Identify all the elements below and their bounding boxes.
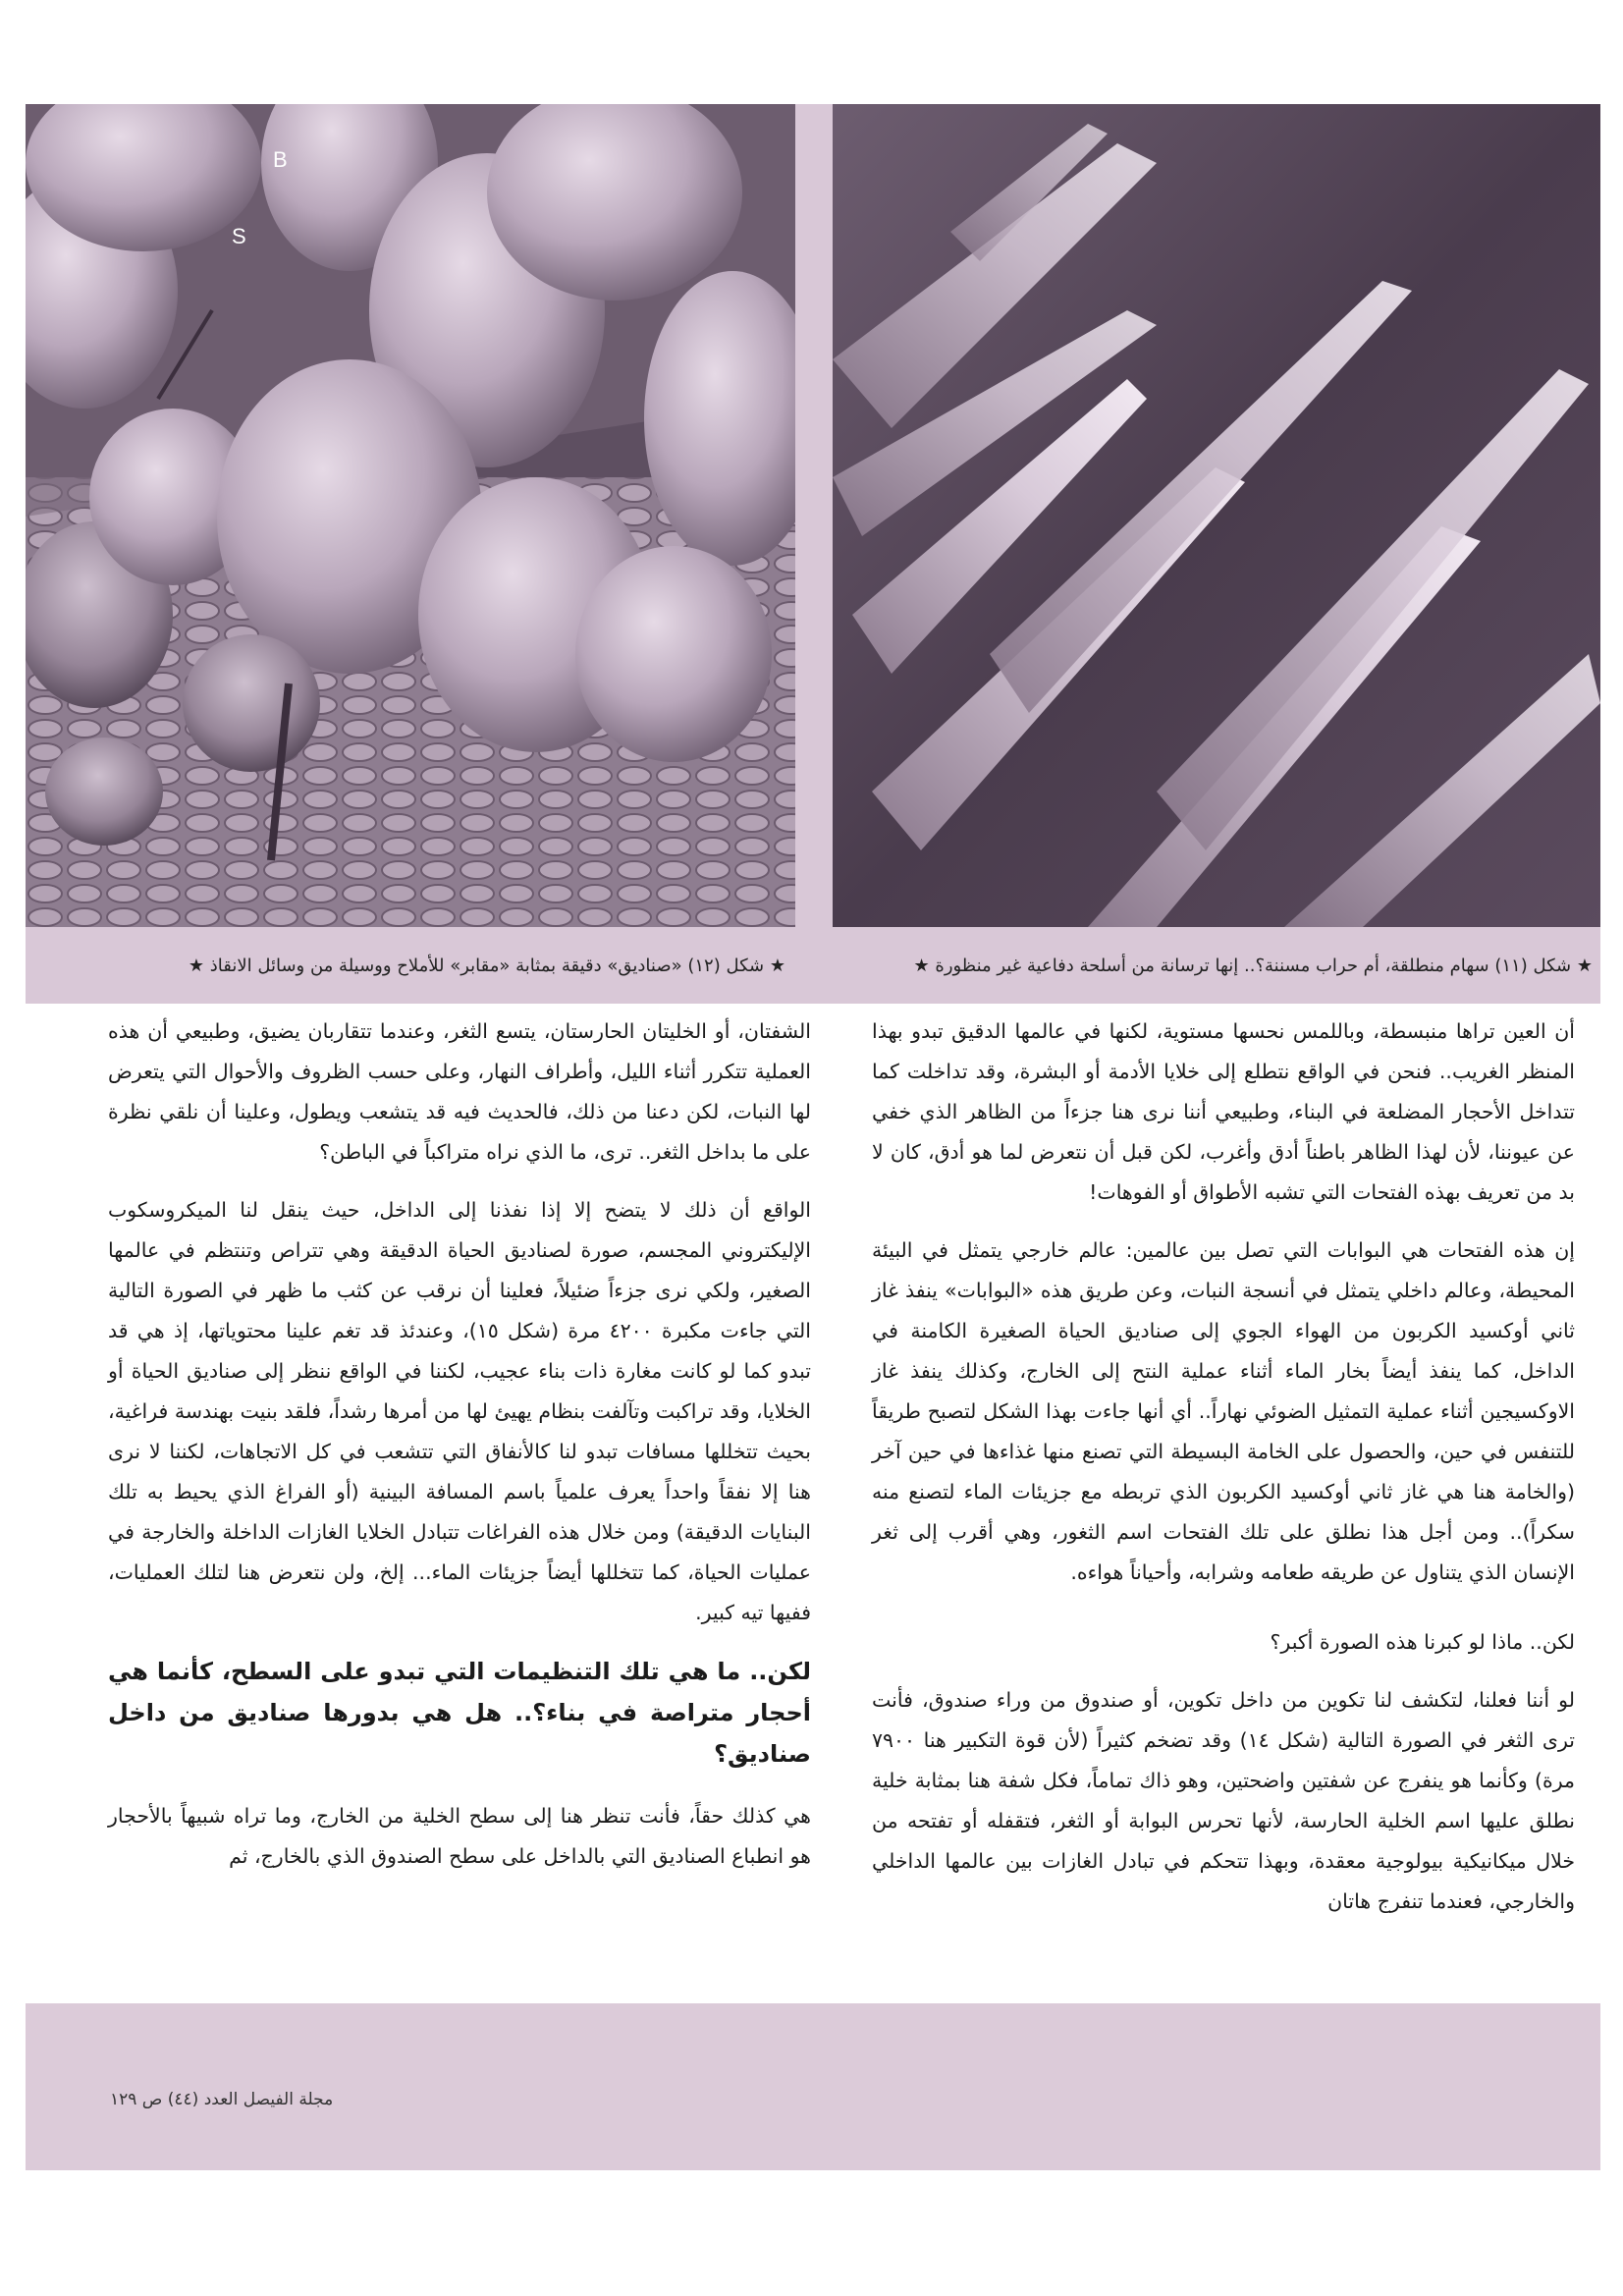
footer-band <box>26 2003 1600 2170</box>
paragraph: هي كذلك حقاً، فأنت تنظر هنا إلى سطح الخلية من الخارج، وما تراه شبيهاً بالأحجار هو انطباع الصناديق التي بالداخل على سطح الصندوق الذي بالخارج، ثم <box>108 1804 811 1868</box>
figure-11-photo <box>833 104 1600 927</box>
paragraph: لكن.. ماذا لو كبرنا هذه الصورة أكبر؟ <box>1270 1630 1575 1654</box>
paragraph: الواقع أن ذلك لا يتضح إلا إذا نفذنا إلى الداخل، حيث ينقل لنا الميكروسكوب الإليكتروني المجسم، صورة لصناديق الحياة الدقيقة وهي تتراص وتنتظم في عالمها الصغير، ولكي نرى جزءاً ضئيلاً، فعلينا أن نرقب عن كثب ما ظهر في الصورة التالية التي جاءت مكبرة ٤٢٠٠ مرة (شكل ١٥)، وعندئذ قد تغم علينا محتوياتها، إذ هي قد تبدو كما لو كانت مغارة ذات بناء عجيب، لكننا في الواقع ننظر إلى صناديق الحياة أو الخلايا، وقد تراكبت وتآلفت بنظام يهيئ لها من أمرها رشداً، فلقد بنيت بهندسة فراغية، بحيث تتخللها مسافات تبدو لنا كالأنفاق التي تتشعب في كل الاتجاهات، لكننا لا نرى هنا إلا نفقاً واحداً يعرف علمياً باسم المسافة البينية (أو الفراغ الذي يحيط به تلك البنايات الدقيقة) ومن خلال هذه الفراغات تتبادل الخلايا الغازات الداخلة والخارجة في عمليات الحياة، كما تتخللها أيضاً جزيئات الماء... إلخ، ولن نتعرض هنا لتلك العمليات، ففيها تيه كبير. <box>108 1198 811 1624</box>
paragraph: لو أننا فعلنا، لتكشف لنا تكوين من داخل تكوين، أو صندوق من وراء صندوق، فأنت ترى الثغر في الصورة التالية (شكل ١٤) وقد تضخم كثيراً (لأن قوة التكبير هنا ٧٩٠٠ مرة) وكأنما هو ينفرج عن شفتين واضحتين، وهو ذاك تماماً، فكل شفة هنا بمثابة خلية نطلق عليها اسم الخلية الحارسة، لأنها تحرس البوابة أو الثغر، فتقفله أو تفتحه من خلال ميكانيكية بيولوجية معقدة، وبهذا تتحكم في تبادل الغازات بين عالمها الداخلي والخارجي، فعندما تنفرج هاتان <box>872 1688 1575 1913</box>
figure-12-caption: ★ شكل (١٢) «صناديق» دقيقة بمثابة «مقابر» للأملاح ووسيلة من وسائل الانقاذ ★ <box>188 956 785 976</box>
figure-11-image <box>833 104 1600 927</box>
paragraph: الشفتان، أو الخليتان الحارستان، يتسع الثغر، وعندما تتقاربان يضيق، وطبيعي أن هذه العملية تتكرر أثناء الليل، وأطراف النهار، وعلى حسب الظروف والأحوال التي يتعرض لها النبات، لكن دعنا من ذلك، فالحديث فيه قد يتشعب ويطول، وعلينا أن نلقي نظرة على ما بداخل الثغر.. ترى، ما الذي نراه متراكباً في الباطن؟ <box>108 1019 811 1164</box>
photo-band <box>26 104 1600 1004</box>
figure-12-image <box>26 104 795 927</box>
paragraph: إن هذه الفتحات هي البوابات التي تصل بين عالمين: عالم خارجي يتمثل في البيئة المحيطة، وعالم داخلي يتمثل في أنسجة النبات، وعن طريق هذه «البوابات» ينفذ غاز ثاني أوكسيد الكربون من الهواء الجوي إلى صناديق الحياة الصغيرة الكامنة في الداخل، كما ينفذ أيضاً بخار الماء أثناء عملية النتح إلى الخارج، وكذلك ينفذ غاز الاوكسيجين أثناء عملية التمثيل الضوئي نهاراً.. أي أنها جاءت بهذا الشكل لتصبح طريقاً للتنفس في حين، والحصول على الخامة البسيطة التي تصنع منها غذاءها في حين آخر (والخامة هنا هي غاز ثاني أوكسيد الكربون الذي تربطه مع جزيئات الماء لتصنع منه سكراً).. ومن أجل هذا نطلق على تلك الفتحات اسم الثغور، وهي أقرب إلى ثغر الإنسان الذي يتناول عن طريقه طعامه وشرابه، وأحياناً هواءه. <box>872 1238 1575 1584</box>
article-column-left <box>108 1011 811 1894</box>
figure-12-label-b: B <box>273 147 288 172</box>
figure-12-label-s: S <box>232 224 246 248</box>
figure-11-caption: ★ شكل (١١) سهام منطلقة، أم حراب مسننة؟.. إنها ترسانة من أسلحة دفاعية غير منظورة ★ <box>913 956 1593 976</box>
page-footer: مجلة الفيصل العدد (٤٤) ص ١٢٩ <box>110 2090 334 2109</box>
paragraph: أن العين تراها منبسطة، وباللمس نحسها مستوية، لكنها في عالمها الدقيق تبدو بهذا المنظر الغريب.. فنحن في الواقع نتطلع إلى خلايا الأدمة أو البشرة، وقد تداخلت كما تتداخل الأحجار المضلعة في البناء، وطبيعي أننا نرى هنا جزءاً من الظاهر الذي خفي عن عيوننا، لأن لهذا الظاهر باطناً أدق وأغرب، لكن قبل أن نتعرض لما هو أدق، كان لا بد من تعريف بهذه الفتحات التي تشبه الأطواق أو الفوهات! <box>872 1019 1575 1204</box>
section-heading: لكن.. ما هي تلك التنظيمات التي تبدو على السطح، كأنما هي أحجار متراصة في بناء؟.. هل هي بدورها صناديق من داخل صناديق؟ <box>108 1658 811 1768</box>
article-column-right <box>872 1011 1575 1940</box>
figure-12-photo <box>26 104 795 927</box>
